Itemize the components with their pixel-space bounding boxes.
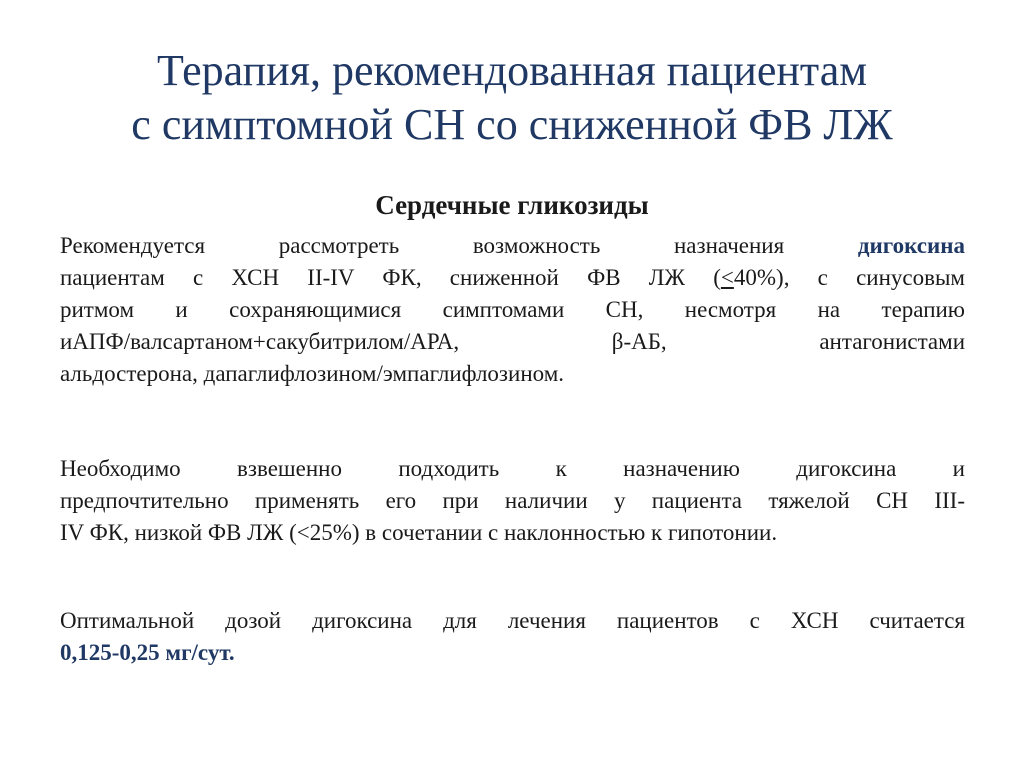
paragraph-2-line-3: IV ФК, низкой ФВ ЛЖ (<25%) в сочетании с наклонностью к гипотонии. xyxy=(60,520,778,545)
paragraph-1-line-5: альдостерона, дапаглифлозином/эмпаглифлозином. xyxy=(60,361,565,386)
paragraph-digoxin-recommendation xyxy=(60,230,965,390)
less-equal-sign: < xyxy=(720,265,734,290)
paragraph-1-text: пациентам с ХСН II-IV ФК, сниженной ФВ ЛЖ ( xyxy=(60,265,721,290)
title-line-2: с симптомной СН со сниженной ФВ ЛЖ xyxy=(131,100,893,149)
section-heading: Сердечные гликозиды xyxy=(375,190,649,220)
paragraph-digoxin-caution xyxy=(60,453,965,549)
paragraph-1-text: Рекомендуется рассмотреть возможность назначения xyxy=(60,233,858,258)
paragraph-2-line-2: предпочтительно применять его при наличии у пациента тяжелой СН III- xyxy=(60,488,965,513)
paragraph-3-line-1: Оптимальной дозой дигоксина для лечения пациентов с ХСН считается xyxy=(60,608,965,633)
dose-highlight: 0,125-0,25 мг/сут. xyxy=(60,640,235,665)
title-line-1: Терапия, рекомендованная пациентам xyxy=(156,46,868,95)
paragraph-1-line-1 xyxy=(60,230,965,262)
paragraph-1-line-3: ритмом и сохраняющимися симптомами СН, несмотря на терапию xyxy=(60,297,965,322)
paragraph-1-line-4: иАПФ/валсартаном+сакубитрилом/АРА, β-АБ, антагонистами xyxy=(60,329,965,354)
paragraph-1-line-2 xyxy=(60,262,965,294)
slide-title xyxy=(40,44,984,152)
paragraph-2-line-1: Необходимо взвешенно подходить к назначению дигоксина и xyxy=(60,456,965,481)
paragraph-1-text: 40%), с синусовым xyxy=(733,265,965,290)
digoxin-highlight: дигоксина xyxy=(857,233,965,258)
paragraph-digoxin-dose xyxy=(60,605,965,669)
